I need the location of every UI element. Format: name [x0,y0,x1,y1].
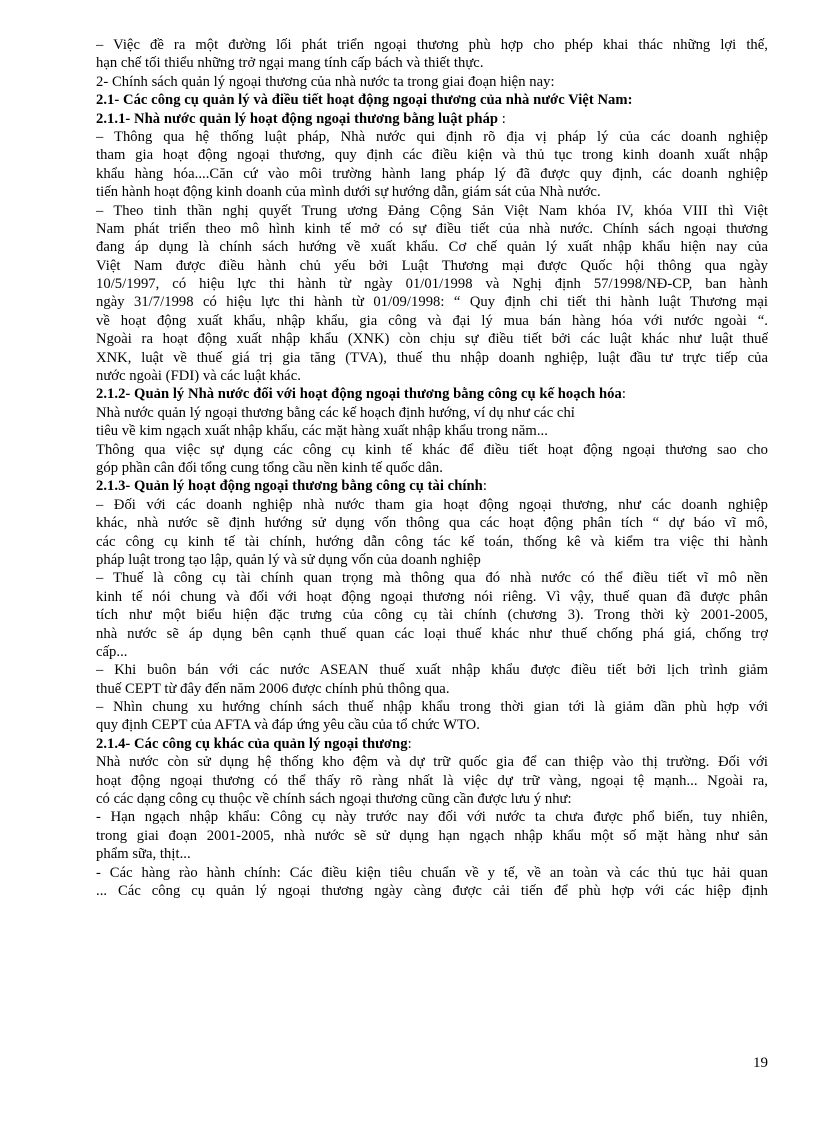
body-text-line: - Các hàng rào hành chính: Các điều kiện tiêu chuẩn về y tế, về an toàn và các thủ tục hải quan [96,864,768,881]
section-heading-text: 2.1- Các công cụ quản lý và điều tiết hoạt động ngoại thương của nhà nước Việt Nam: [96,92,633,109]
body-text-line: Nam phát triển theo mô hình kinh tế mở có sự điều tiết của nhà nước. Chính sách ngoại thương [96,220,768,237]
section-heading [96,477,768,495]
body-text-line: – Nhìn chung xu hướng chính sách thuế nhập khẩu trong thời gian tới là giảm dần phù hợp với [96,699,768,716]
body-text-line: nhà nước sẽ áp dụng bên cạnh thuế quan các loại thuế khác như thuế chống phá giá, chống trợ [96,625,768,642]
body-text-line: – Thông qua hệ thống luật pháp, Nhà nước qui định rõ địa vị pháp lý của các doanh nghiệp [96,128,768,145]
body-text-line: phẩm sữa, thịt... [96,846,191,863]
body-text-line: tiêu về kim ngạch xuất nhập khẩu, các mặt hàng xuất nhập khẩu trong năm... [96,423,548,440]
body-text-line: ... Các công cụ quản lý ngoại thương ngày càng được cải tiến để phù hợp với các hiệp định [96,882,768,899]
section-heading [96,735,768,753]
body-text-line: khác, nhà nước sẽ định hướng sử dụng vốn thông qua các hoạt động phân tích “ dự báo vĩ mô, [96,515,768,532]
body-text-line: quy định CEPT của AFTA và đáp ứng yêu cầu của tổ chức WTO. [96,717,480,734]
body-text-line: Ngoài ra hoạt động xuất nhập khẩu (XNK) còn chịu sự điều tiết bởi các luật khác như luật thuế [96,331,768,348]
section-heading-text: 2.1.2- Quản lý Nhà nước đối với hoạt động ngoại thương bằng công cụ kế hoạch hóa [96,386,622,403]
section-heading-text: 2.1.1- Nhà nước quản lý hoạt động ngoại thương bằng luật pháp [96,110,499,127]
page-number: 19 [753,1055,768,1071]
body-text-line: về hoạt động xuất khẩu, nhập khẩu, gia công và đại lý mua bán hàng hóa với nước ngoài “. [96,312,768,329]
section-heading-tail: : [498,110,506,127]
body-text-line: 10/5/1997, có hiệu lực thi hành từ ngày 01/01/1998 và Nghị định 57/1998/NĐ-CP, ban hành [96,276,768,293]
body-text-line: Nhà nước quản lý ngoại thương bằng các kế hoạch định hướng, ví dụ như các chỉ [96,404,575,421]
body-text-line: đang áp dụng là chính sách hướng về xuất khẩu. Cơ chế quản lý xuất nhập khẩu hiện nay của [96,239,768,256]
body-text-line: – Thuế là công cụ tài chính quan trọng mà thông qua đó nhà nước có thể điều tiết vĩ mô nền [96,570,768,587]
body-text-line: tích như một biểu hiện đặc trưng của công cụ tài chính (chương 3). Trong thời kỳ 2001-2005, [96,607,768,624]
body-text-line: – Đối với các doanh nghiệp nhà nước tham gia hoạt động ngoại thương, như các doanh nghiệp [96,496,768,513]
body-text-line: Nhà nước còn sử dụng hệ thống kho đệm và dự trữ quốc gia để can thiệp vào thị trường. Đối với [96,754,768,771]
body-text-line: nước ngoài (FDI) và các luật khác. [96,368,301,385]
body-text-line: XNK, luật về thuế giá trị gia tăng (TVA), thuế thu nhập doanh nghiệp, luật đầu tư trực tiếp của [96,349,768,366]
body-text-line: 2- Chính sách quản lý ngoại thương của nhà nước ta trong giai đoạn hiện nay: [96,73,555,90]
section-heading-tail: : [407,735,412,752]
body-text-line: kinh tế nói chung và đối với hoạt động ngoại thương nói riêng. Vì vậy, thuế quan đã được phân [96,588,768,605]
body-text-line: trong giai đoạn 2001-2005, nhà nước sẽ sử dụng hạn ngạch nhập khẩu một số mặt hàng như sản [96,827,768,844]
body-text-line: hoạt động ngoại thương có thể thấy rõ ràng nhất là việc dự trữ vàng, ngoại tệ mạnh... Ngoài ra, [96,772,768,789]
body-text-line: thuế CEPT từ đây đến năm 2006 được chính phủ thông qua. [96,680,450,697]
body-text-line: - Hạn ngạch nhập khẩu: Công cụ này trước nay đối với nước ta chưa được phổ biến, tuy nhiên, [96,809,768,826]
body-text-line: – Khi buôn bán với các nước ASEAN thuế xuất nhập khẩu được điều tiết bởi lịch trình giảm [96,662,768,679]
section-heading [96,110,768,128]
section-heading-text: 2.1.3- Quản lý hoạt động ngoại thương bằng công cụ tài chính [96,478,483,495]
body-text-line: ngày 31/7/1998 có hiệu lực thi hành từ 01/09/1998: “ Quy định chi tiết thi hành luật Thương mại [96,294,768,311]
body-text-line: Thông qua việc sự dụng các công cụ kinh tế khác để điều tiết hoạt động ngoại thương sao cho [96,441,768,458]
body-text-line: các công cụ kinh tế tài chính, hướng dẫn công tác kế toán, thống kê và kiểm tra việc thi hành [96,533,768,550]
body-text-line: pháp luật trong tạo lập, quản lý và sử dụng vốn của doanh nghiệp [96,551,481,568]
body-text-line: Việt Nam được điều hành chủ yếu bởi Luật Thương mại được Quốc hội thông qua ngày [96,257,768,274]
body-text-line: tham gia hoạt động ngoại thương, quy định các điều kiện và thủ tục trong kinh doanh xuất nhập [96,147,768,164]
body-text-line: – Việc đề ra một đường lối phát triển ngoại thương phù hợp cho phép khai thác những lợi thế, [96,37,768,53]
body-text-line: cấp... [96,643,128,660]
section-heading [96,91,768,109]
body-text-line: góp phần cân đối tổng cung tổng cầu nền kinh tế quốc dân. [96,459,443,476]
body-text-line: khẩu hàng hóa....Căn cứ vào môi trường hành lang pháp lý đã được quy định, các doanh nghiệp [96,165,768,182]
section-heading-tail: : [482,478,487,495]
body-text-line: hạn chế tối thiểu những trở ngại mang tính cấp bách và thiết thực. [96,55,484,72]
section-heading [96,385,768,403]
section-heading-text: 2.1.4- Các công cụ khác của quản lý ngoại thương [96,735,408,752]
body-text-line: tiến hành hoạt động kinh doanh của mình dưới sự hướng dẫn, giám sát của Nhà nước. [96,184,601,201]
section-heading-tail: : [621,386,626,403]
body-text-line: có các dạng công cụ thuộc về chính sách ngoại thương cũng cần được lưu ý như: [96,791,572,808]
body-text-line: – Theo tinh thần nghị quyết Trung ương Đảng Cộng Sản Việt Nam khóa IV, khóa VIII thì Việt [96,202,768,219]
